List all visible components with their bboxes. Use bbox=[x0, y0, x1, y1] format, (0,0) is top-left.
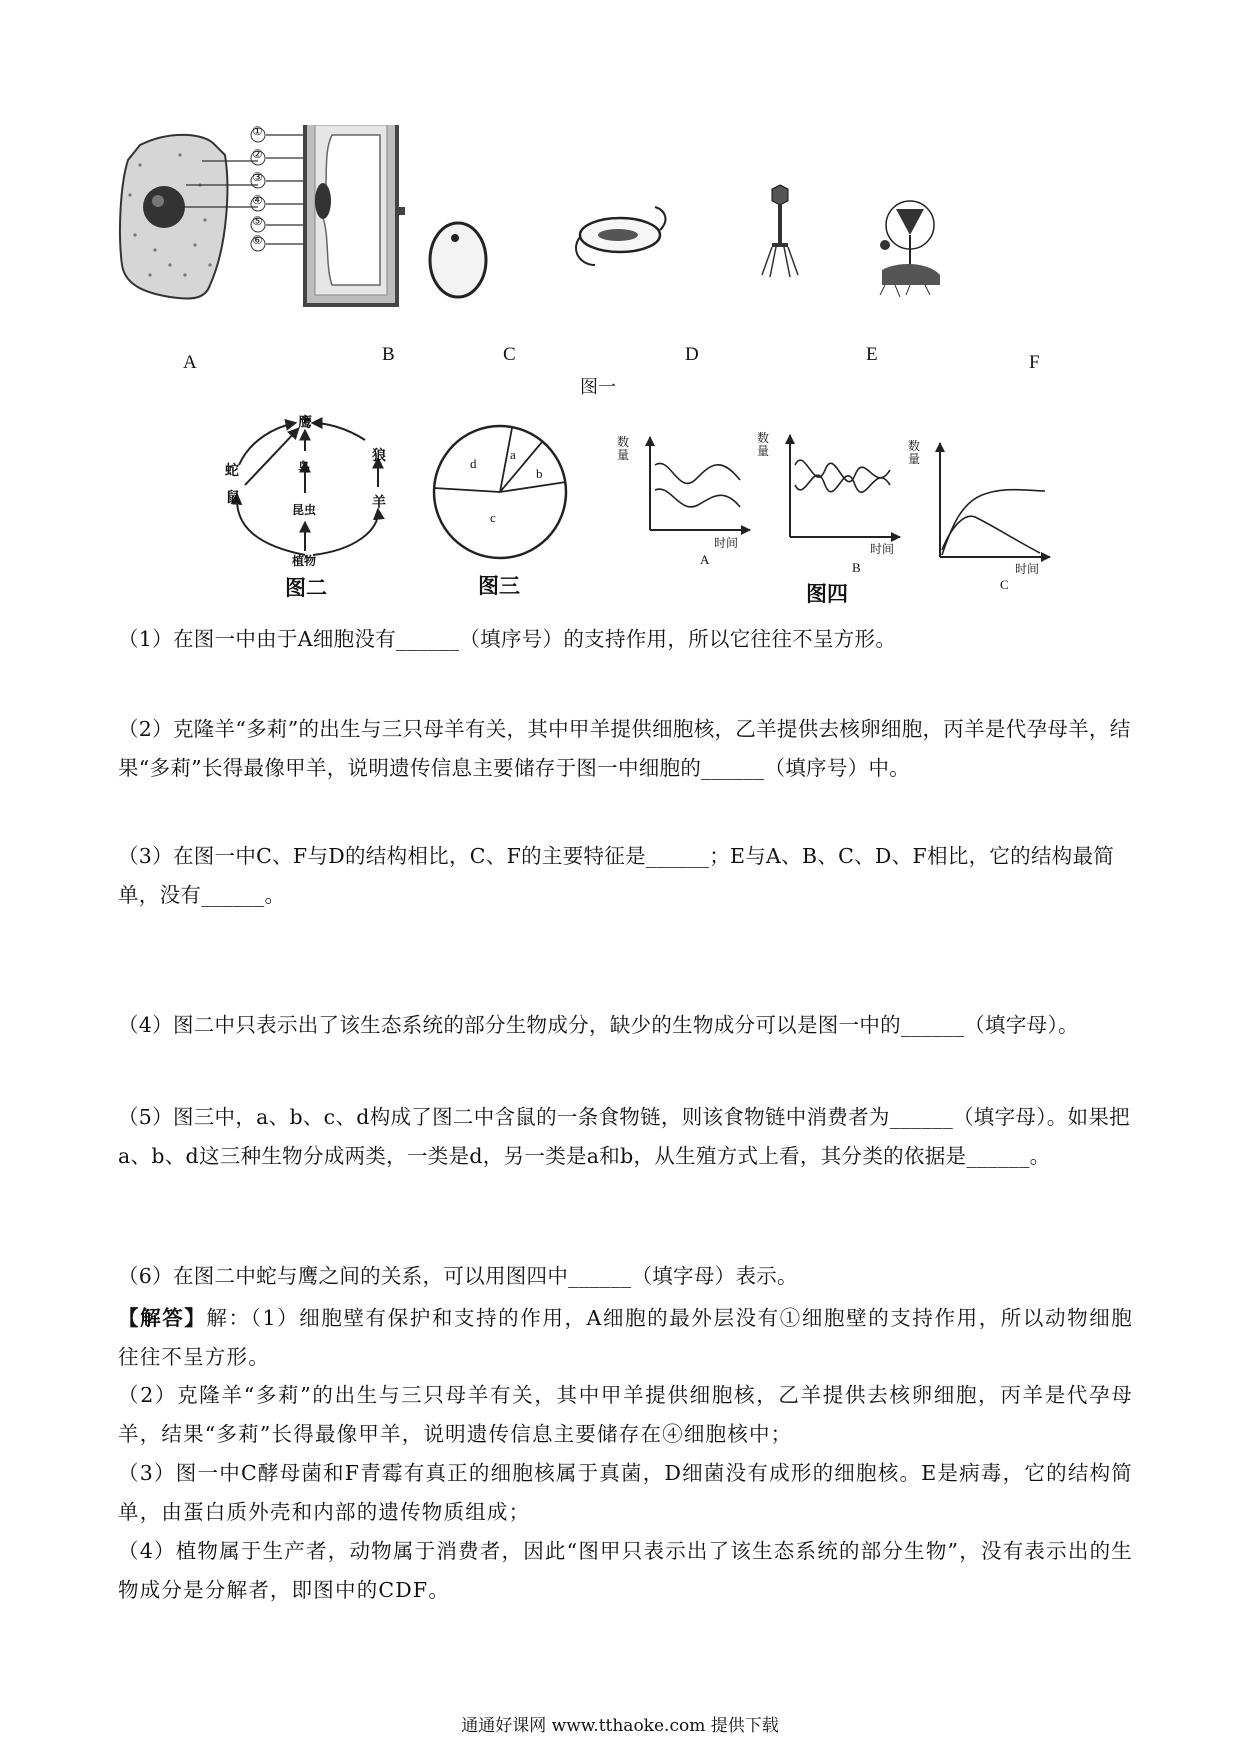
node-insect: 昆虫 bbox=[292, 503, 317, 517]
answer-lead: 解： bbox=[206, 1306, 251, 1330]
cell-label-e: E bbox=[866, 344, 878, 365]
cell-label-a: A bbox=[183, 352, 197, 373]
yeast-cell-c bbox=[430, 223, 486, 297]
cell-label-b: B bbox=[382, 344, 395, 365]
figure-one-caption: 图一 bbox=[580, 377, 616, 397]
animal-cell-a bbox=[120, 135, 227, 299]
figure-three-pie bbox=[430, 420, 580, 570]
question-2: （2）克隆羊“多莉”的出生与三只母羊有关，其中甲羊提供细胞核，乙羊提供去核卵细胞，丙羊是代孕母羊，结果“多莉”长得最像甲羊，说明遗传信息主要储存于图一中细胞的______（填序号）中。 bbox=[118, 717, 1131, 780]
node-sheep: 羊 bbox=[372, 496, 386, 511]
footer-text: 通通好课网 www.tthaoke.com 提供下载 bbox=[461, 1716, 779, 1736]
question-3: （3）在图一中C、F与D的结构相比，C、F的主要特征是______；E与A、B、C、D、F相比，它的结构最简单，没有______。 bbox=[118, 844, 1115, 907]
question-5: （5）图三中，a、b、c、d构成了图二中含鼠的一条食物链，则该食物链中消费者为______（填字母）。如果把a、b、d这三种生物分成两类，一类是d，另一类是a和b，从生殖方式上看，其分类的依据是______。 bbox=[118, 1105, 1130, 1168]
answer-item-1: （1）细胞壁有保护和支持的作用，A细胞的最外层没有①细胞壁的支持作用，所以动物细胞往往不呈方形。 bbox=[118, 1306, 1134, 1369]
virus-e bbox=[762, 185, 798, 277]
graph-a bbox=[650, 437, 750, 530]
question-6: （6）在图二中蛇与鹰之间的关系，可以用图四中______（填字母）表示。 bbox=[118, 1264, 798, 1288]
cell-label-d: D bbox=[685, 344, 699, 365]
graph-b-label: B bbox=[852, 560, 861, 575]
pointer-label-6: ⑥ bbox=[252, 233, 263, 247]
graph-c-label: C bbox=[1000, 577, 1009, 592]
graph-c-xlabel: 时间 bbox=[1015, 562, 1040, 576]
node-eagle: 鹰 bbox=[298, 416, 312, 431]
pointer-label-3: ③ bbox=[252, 170, 263, 184]
question-4: （4）图二中只表示出了该生态系统的部分生物成分，缺少的生物成分可以是图一中的______（填字母）。 bbox=[118, 1013, 1079, 1037]
figure-four-caption: 图四 bbox=[806, 582, 848, 606]
plant-cell-b bbox=[305, 125, 405, 305]
pointer-label-1: ① bbox=[252, 124, 263, 138]
answer-item-2: （2）克隆羊“多莉”的出生与三只母羊有关，其中甲羊提供细胞核，乙羊提供去核卵细胞，丙羊是代孕母羊，结果“多莉”长得最像甲羊，说明遗传信息主要储存在④细胞核中； bbox=[118, 1383, 1133, 1446]
pointer-label-5: ⑤ bbox=[252, 214, 263, 228]
node-mouse: 鼠 bbox=[226, 491, 240, 506]
node-plant: 植物 bbox=[292, 554, 317, 568]
answer-item-3: （3）图一中C酵母菌和F青霉有真正的细胞核属于真菌，D细菌没有成形的细胞核。E是病毒，它的结构简单，由蛋白质外壳和内部的遗传物质组成； bbox=[118, 1461, 1133, 1524]
figure-two-caption: 图二 bbox=[285, 576, 327, 600]
figure-one-cells bbox=[110, 125, 1070, 395]
node-bird: 鸟 bbox=[298, 460, 311, 474]
figure-four-graphs bbox=[620, 425, 1070, 575]
graph-c-ylabel: 数量 bbox=[908, 439, 921, 466]
pie-sector-b: b bbox=[536, 466, 543, 481]
bacterium-d bbox=[576, 207, 665, 265]
graph-a-label: A bbox=[700, 552, 710, 567]
graph-b bbox=[790, 435, 900, 537]
answer-item-4: （4）植物属于生产者，动物属于消费者，因此“图甲只表示出了该生态系统的部分生物”，没有表示出的生物成分是分解者，即图中的CDF。 bbox=[118, 1539, 1133, 1602]
graph-a-ylabel: 数量 bbox=[617, 435, 630, 462]
cell-label-f: F bbox=[1029, 352, 1040, 373]
graph-a-xlabel: 时间 bbox=[714, 536, 739, 550]
question-1: （1）在图一中由于A细胞没有______（填序号）的支持作用，所以它往往不呈方形。 bbox=[118, 627, 897, 651]
pie-sector-c: c bbox=[490, 510, 496, 525]
pie-sector-a: a bbox=[510, 447, 516, 462]
cell-label-c: C bbox=[503, 344, 516, 365]
graph-c bbox=[940, 443, 1050, 557]
answer-heading: 【解答】 bbox=[118, 1306, 207, 1330]
figure-two-food-web bbox=[215, 415, 425, 575]
node-wolf: 狼 bbox=[372, 449, 386, 464]
answer-intro bbox=[118, 1299, 1133, 1377]
node-snake: 蛇 bbox=[225, 464, 239, 479]
figure-three-caption: 图三 bbox=[478, 574, 520, 598]
pointer-label-4: ④ bbox=[252, 193, 263, 207]
pie-sector-d: d bbox=[470, 456, 477, 471]
graph-b-ylabel: 数量 bbox=[757, 431, 770, 458]
graph-b-xlabel: 时间 bbox=[870, 542, 895, 556]
pointer-label-2: ② bbox=[252, 147, 263, 161]
penicillium-f bbox=[880, 201, 940, 297]
